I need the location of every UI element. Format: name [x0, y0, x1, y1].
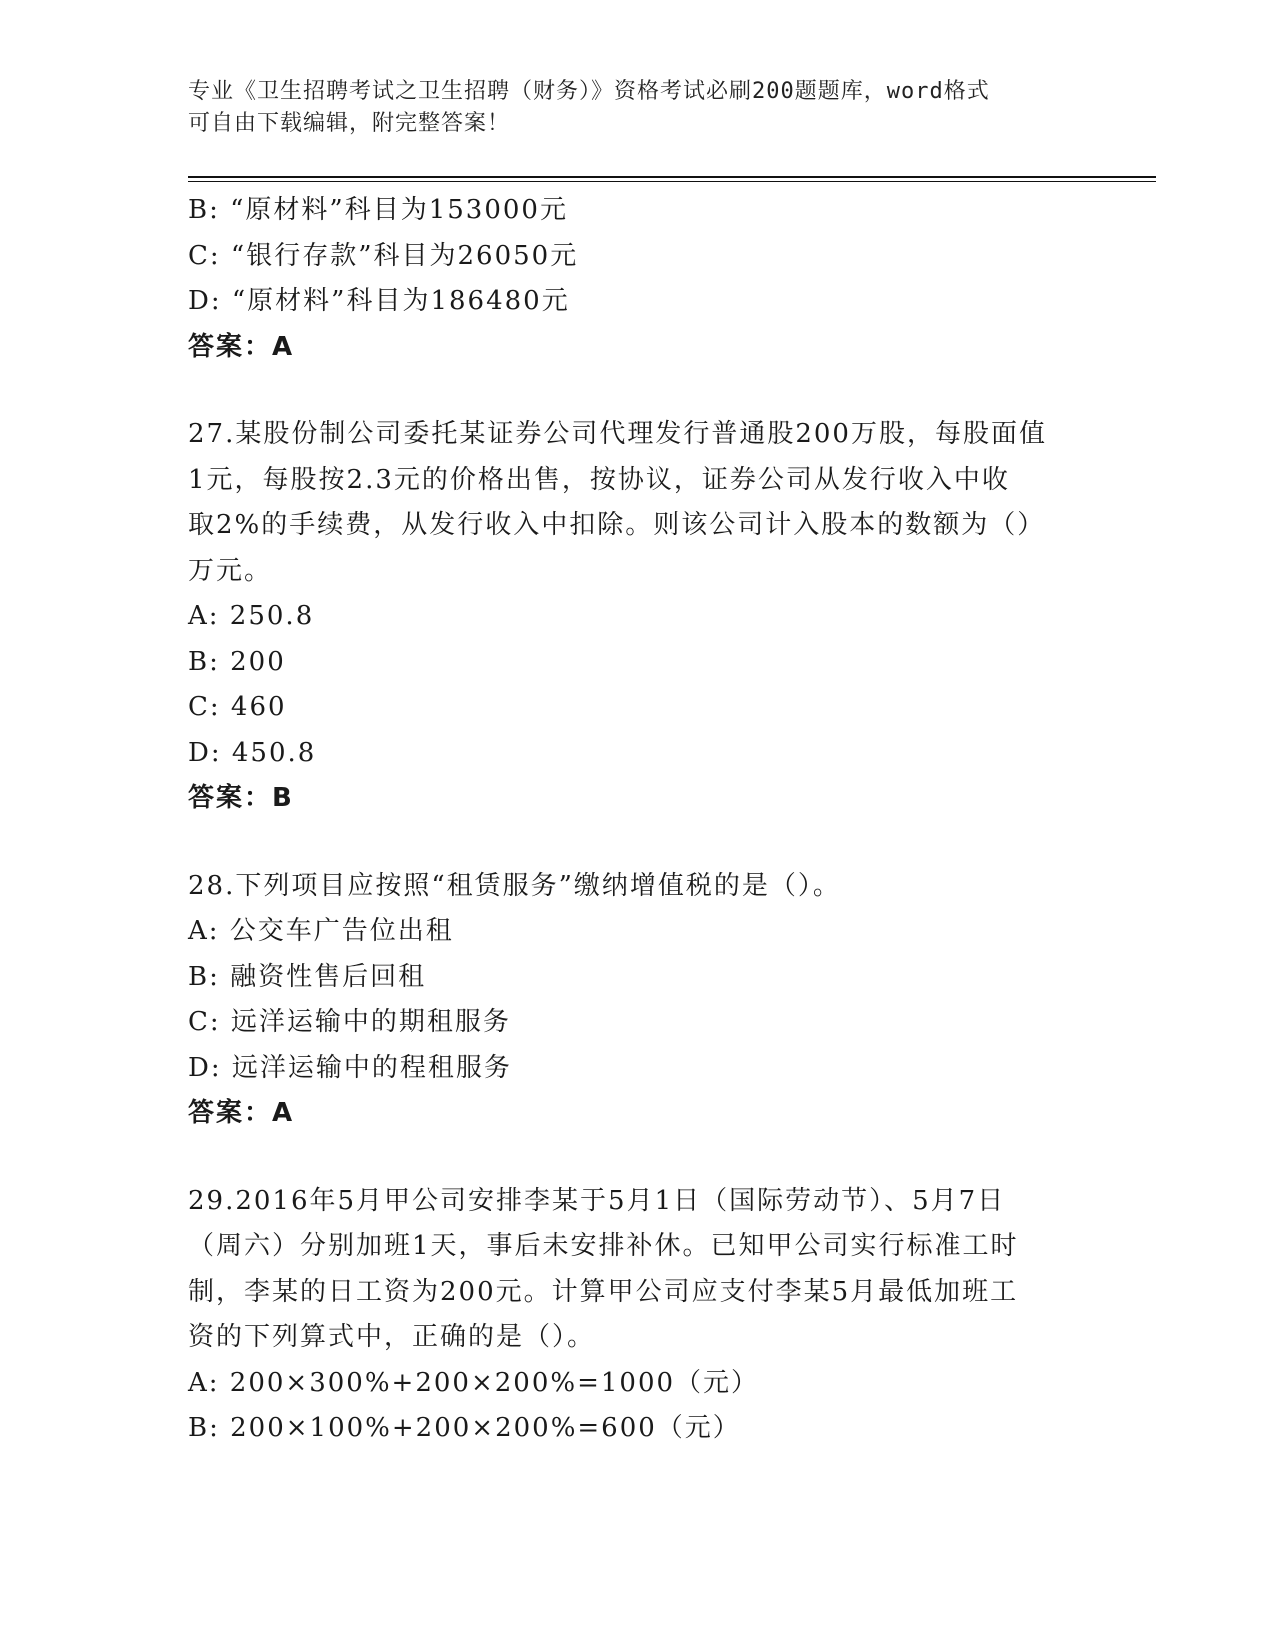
question-list — [188, 188, 1068, 1452]
option-a: A: 250.8 — [188, 601, 315, 631]
answer-label: 答案：B — [188, 783, 294, 813]
option-d: D: “原材料”科目为186480元 — [188, 286, 570, 316]
option-d: D: 远洋运输中的程租服务 — [188, 1052, 512, 1083]
question-text-line: 制，李某的日工资为200元。计算甲公司应支付李某5月最低加班工 — [188, 1276, 1019, 1307]
question-text-line: 取2%的手续费，从发行收入中扣除。则该公司计入股本的数额为（） — [188, 510, 1046, 540]
option-a: A: 200×300%+200×200%=1000（元） — [188, 1367, 760, 1398]
header-divider-thin — [188, 181, 1156, 182]
question-text-line: （周六）分别加班1天，事后未安排补休。已知甲公司实行标准工时 — [188, 1231, 1019, 1261]
question-text-line: 资的下列算式中，正确的是（）。 — [188, 1322, 596, 1352]
page-header — [188, 76, 1068, 140]
question-29 — [188, 1179, 1068, 1452]
question-text-line: 1元，每股按2.3元的价格出售，按协议，证券公司从发行收入中收 — [188, 464, 1010, 495]
question-26-tail — [188, 188, 1068, 370]
question-text-line: 27.某股份制公司委托某证券公司代理发行普通股200万股，每股面值 — [188, 419, 1047, 449]
question-28 — [188, 864, 1068, 1137]
question-text-line: 万元。 — [188, 555, 273, 586]
question-text-line: 29.2016年5月甲公司安排李某于5月1日（国际劳动节）、5月7日 — [188, 1185, 1006, 1216]
header-divider-thick — [188, 176, 1156, 178]
option-c: C: 远洋运输中的期租服务 — [188, 1007, 511, 1037]
option-b: B: “原材料”科目为153000元 — [188, 195, 568, 225]
option-c: C: 460 — [188, 692, 287, 722]
option-a: A: 公交车广告位出租 — [188, 916, 454, 946]
option-b: B: 融资性售后回租 — [188, 961, 427, 992]
spacer — [188, 1137, 1068, 1179]
option-d: D: 450.8 — [188, 737, 317, 768]
header-title-line-1: 专业《卫生招聘考试之卫生招聘（财务）》资格考试必刷200题题库，word格式 — [188, 79, 990, 104]
spacer — [188, 370, 1068, 412]
spacer — [188, 822, 1068, 864]
answer-label: 答案：A — [188, 1098, 295, 1128]
option-b: B: 200 — [188, 646, 286, 677]
question-text-line: 28.下列项目应按照“租赁服务”缴纳增值税的是（）。 — [188, 870, 841, 901]
answer-label: 答案：A — [188, 331, 295, 362]
option-b: B: 200×100%+200×200%=600（元） — [188, 1413, 741, 1443]
option-c: C: “银行存款”科目为26050元 — [188, 240, 579, 271]
header-title-line-2: 可自由下载编辑，附完整答案！ — [188, 111, 511, 136]
question-27 — [188, 412, 1068, 822]
